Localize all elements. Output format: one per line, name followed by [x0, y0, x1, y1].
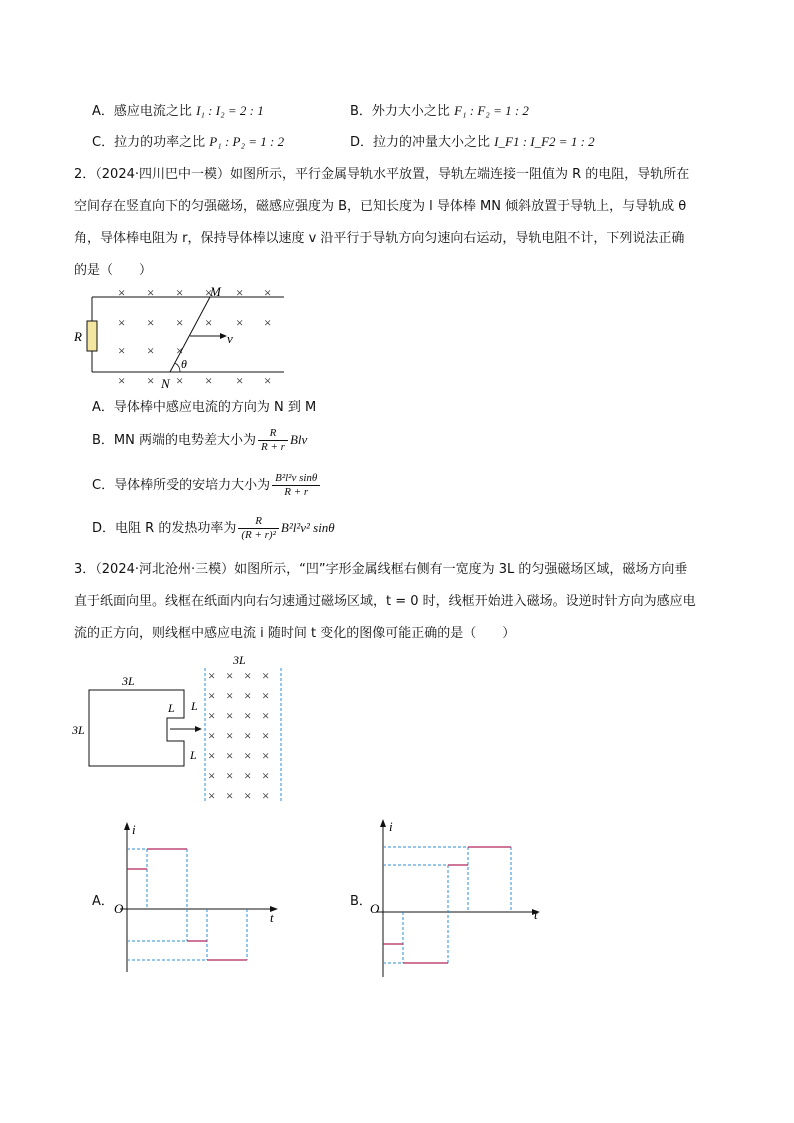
option-formula: I₁ : I₂ = 2 : 1 — [196, 103, 264, 118]
svg-text:×: × — [262, 748, 270, 763]
option-formula: P₁ : P₂ = 1 : 2 — [209, 134, 285, 149]
q2-stem-line-4: 的是（ ） — [74, 263, 153, 278]
svg-text:×: × — [208, 748, 216, 763]
x-axis-label: t — [534, 907, 538, 922]
svg-text:×: × — [205, 373, 213, 388]
option-text: 拉力的冲量大小之比 — [373, 135, 491, 150]
option-formula: I_F1 : I_F2 = 1 : 2 — [494, 134, 595, 149]
q2-option-d[interactable] — [92, 515, 335, 542]
prev-option-b[interactable] — [350, 102, 529, 120]
svg-text:×: × — [226, 728, 234, 743]
svg-text:×: × — [208, 688, 216, 703]
resistor — [87, 321, 97, 351]
option-label: B． — [350, 104, 372, 119]
q2-rail-figure — [70, 285, 300, 393]
option-text: 导体棒所受的安培力大小为 — [114, 478, 271, 493]
svg-text:×: × — [208, 668, 216, 683]
option-tail: B²l²v² sinθ — [280, 520, 335, 535]
label-m: M — [210, 284, 221, 299]
field-crosses — [208, 668, 269, 803]
svg-text:×: × — [208, 728, 216, 743]
option-text: 外力大小之比 — [371, 104, 450, 119]
svg-text:×: × — [262, 788, 270, 803]
prev-option-a[interactable] — [92, 102, 264, 120]
q2-stem-line-2: 空间存在竖直向下的匀强磁场，磁感应强度为 B，已知长度为 l 导体棒 MN 倾斜放置于导轨上，与导轨成 θ — [74, 199, 687, 214]
q3-stem-line-1: 3．（2024·河北沧州·三模）如图所示，“凹”字形金属线框右侧有一宽度为 3L 的匀强磁场区域，磁场方向垂 — [74, 562, 688, 577]
guide-lines — [127, 849, 247, 960]
graph-b — [368, 815, 553, 985]
svg-text:×: × — [262, 768, 270, 783]
svg-text:×: × — [176, 373, 184, 388]
graph-a-label[interactable]: A． — [92, 894, 114, 909]
label-top-3l: 3L — [122, 674, 135, 688]
q2-stem-line-3: 角，导体棒电阻为 r，保持导体棒以速度 v 沿平行于导轨方向匀速向右运动，导轨电阻不计，下列说法正确 — [74, 231, 685, 246]
label-theta: θ — [181, 357, 187, 371]
prev-option-c[interactable] — [92, 133, 284, 151]
svg-text:×: × — [147, 285, 155, 300]
option-label: A． — [92, 104, 114, 119]
svg-text:×: × — [262, 668, 270, 683]
q3-stem-line-2: 直于纸面向里。线框在纸面内向右匀速通过磁场区域，t = 0 时，线框开始进入磁场。设逆时针方向为感应电 — [74, 594, 696, 609]
svg-text:×: × — [118, 315, 126, 330]
fraction: $\frac{\text{B²l²v sinθ}}{R + r}$ — [272, 472, 320, 499]
label-l-right-bottom: L — [190, 748, 197, 762]
svg-text:×: × — [208, 708, 216, 723]
option-label: C． — [92, 478, 115, 493]
graph-b-label[interactable]: B． — [350, 894, 372, 909]
svg-text:×: × — [176, 315, 184, 330]
svg-text:×: × — [226, 748, 234, 763]
svg-text:×: × — [147, 373, 155, 388]
svg-text:×: × — [226, 708, 234, 723]
svg-text:×: × — [244, 748, 252, 763]
svg-text:×: × — [208, 788, 216, 803]
label-l-right-top: L — [191, 699, 198, 713]
current-curve — [383, 847, 511, 963]
svg-text:×: × — [176, 343, 184, 358]
svg-text:×: × — [236, 315, 244, 330]
option-tail: Blv — [289, 432, 308, 447]
svg-text:×: × — [236, 285, 244, 300]
svg-text:×: × — [264, 315, 272, 330]
y-axis-label: i — [132, 822, 136, 837]
rod-mn — [170, 297, 213, 372]
option-formula: F₁ : F₂ = 1 : 2 — [454, 103, 529, 118]
svg-text:×: × — [244, 708, 252, 723]
svg-text:×: × — [205, 285, 213, 300]
origin-label: O — [370, 901, 380, 916]
label-v: v — [227, 331, 233, 346]
x-axis-label: t — [270, 910, 274, 925]
svg-text:×: × — [226, 668, 234, 683]
svg-text:×: × — [264, 285, 272, 300]
svg-text:×: × — [264, 373, 272, 388]
q2-option-a[interactable] — [92, 399, 316, 416]
svg-text:×: × — [118, 343, 126, 358]
fraction: $\frac{R}{R + r}$ — [258, 427, 288, 454]
svg-text:×: × — [244, 728, 252, 743]
svg-text:×: × — [176, 285, 184, 300]
q3-frame-figure — [70, 650, 300, 810]
label-n: N — [161, 376, 170, 391]
svg-text:×: × — [262, 688, 270, 703]
svg-text:×: × — [208, 768, 216, 783]
svg-text:×: × — [147, 315, 155, 330]
svg-text:×: × — [226, 688, 234, 703]
prev-option-d[interactable] — [350, 133, 595, 151]
option-label: A． — [92, 400, 114, 415]
fraction: $\frac{R}{\text{(R + r)²}}$ — [238, 515, 279, 542]
svg-text:×: × — [226, 788, 234, 803]
svg-text:×: × — [118, 285, 126, 300]
svg-text:×: × — [262, 728, 270, 743]
svg-text:×: × — [244, 768, 252, 783]
svg-text:×: × — [118, 373, 126, 388]
option-text: 导体棒中感应电流的方向为 N 到 M — [113, 400, 317, 415]
q2-option-b[interactable] — [92, 427, 307, 454]
guide-lines — [383, 847, 511, 963]
origin-label: O — [114, 901, 124, 916]
q2-stem-line-1: 2．（2024·四川巴中一模）如图所示，平行金属导轨水平放置，导轨左端连接一阻值为 R 的电阻，导轨所在 — [74, 167, 690, 182]
svg-text:×: × — [205, 315, 213, 330]
y-axis-label: i — [389, 819, 393, 834]
option-label: B． — [92, 433, 114, 448]
option-text: 电阻 R 的发热功率为 — [115, 521, 237, 536]
svg-text:×: × — [236, 373, 244, 388]
option-text: 感应电流之比 — [113, 104, 192, 119]
svg-text:×: × — [244, 788, 252, 803]
option-label: D． — [92, 521, 116, 536]
svg-text:×: × — [262, 708, 270, 723]
option-text: MN 两端的电势差大小为 — [113, 433, 256, 448]
label-field-width: 3L — [233, 653, 246, 667]
q3-stem-line-3: 流的正方向，则线框中感应电流 i 随时间 t 变化的图像可能正确的是（ ） — [74, 626, 516, 641]
label-left-3l: 3L — [72, 723, 85, 737]
label-l-notch-top: L — [168, 701, 175, 715]
option-label: C． — [92, 135, 115, 150]
option-text: 拉力的功率之比 — [114, 135, 206, 150]
graph-a — [112, 820, 292, 980]
svg-text:×: × — [226, 768, 234, 783]
q2-option-c[interactable] — [92, 472, 322, 499]
svg-text:×: × — [244, 688, 252, 703]
svg-text:×: × — [244, 668, 252, 683]
option-label: D． — [350, 135, 374, 150]
svg-text:×: × — [147, 343, 155, 358]
label-r: R — [74, 329, 82, 344]
